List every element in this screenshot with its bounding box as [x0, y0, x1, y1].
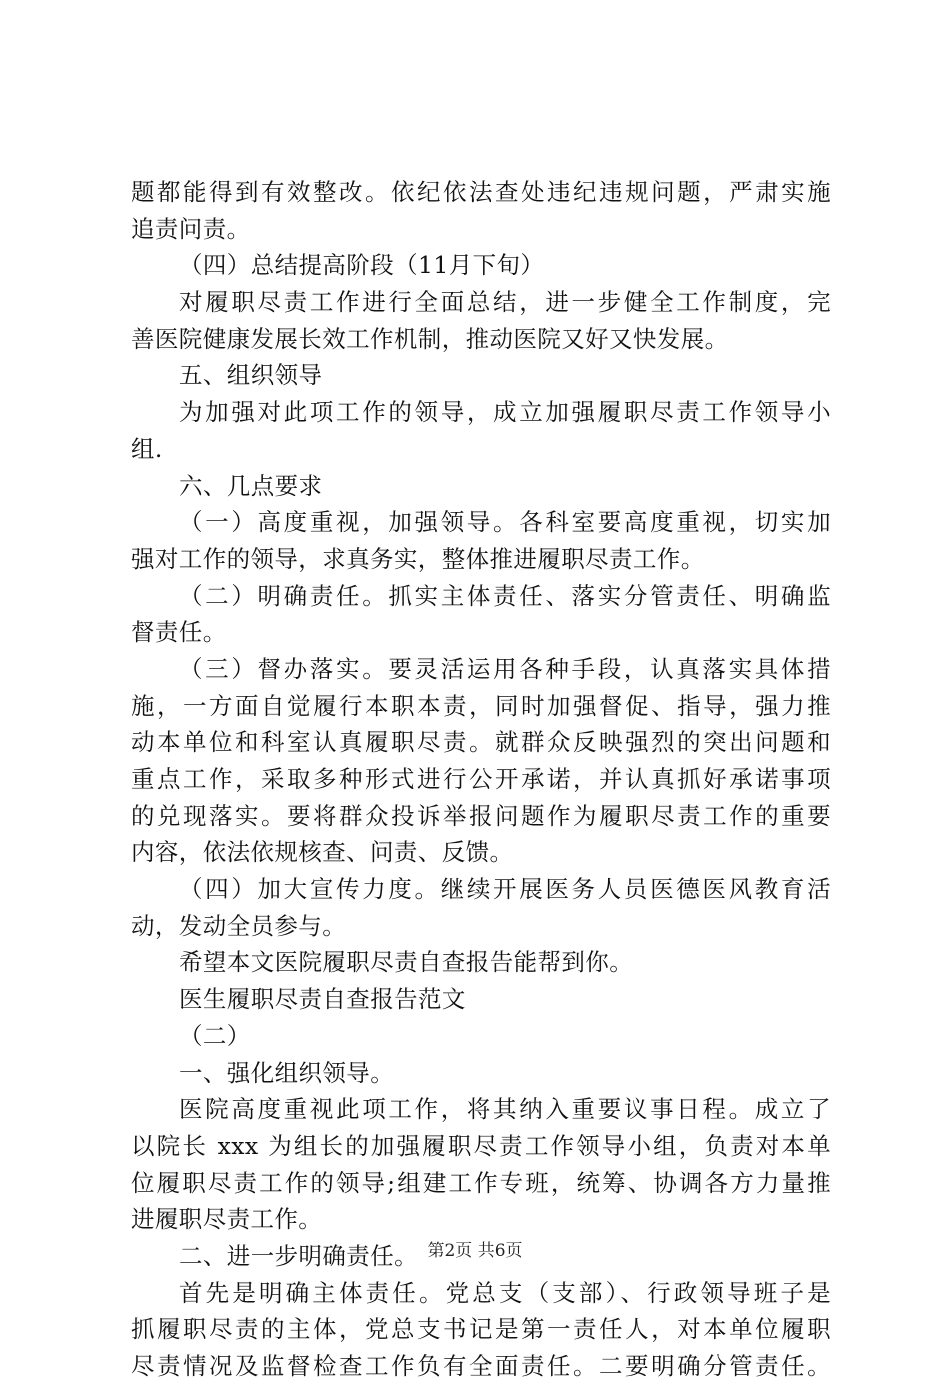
text-line: 二、进一步明确责任。	[179, 1241, 418, 1270]
text-line: 对履职尽责工作进行全面总结，进一步健全工作制度，完	[179, 288, 831, 317]
text-line: （四）总结提高阶段（11月下旬）	[179, 251, 545, 280]
document-body	[131, 174, 831, 1385]
text-line: 追责问责。	[131, 214, 251, 243]
text-line: 施，一方面自觉履行本职本责，同时加强督促、指导，强力推	[131, 691, 831, 720]
text-line: 题都能得到有效整改。依纪依法查处违纪违规问题，严肃实施	[131, 178, 831, 206]
text-line: 组.	[131, 434, 163, 463]
text-line: 六、几点要求	[179, 471, 323, 500]
text-line: 一、强化组织领导。	[179, 1058, 395, 1087]
text-line: 位履职尽责工作的领导;组建工作专班，统筹、协调各方力量推	[131, 1168, 831, 1197]
text-line: 善医院健康发展长效工作机制，推动医院又好又快发展。	[131, 324, 729, 353]
text-line: 希望本文医院履职尽责自查报告能帮到你。	[179, 948, 634, 977]
text-line: 进履职尽责工作。	[131, 1205, 323, 1234]
text-line: 督责任。	[131, 618, 227, 647]
text-line: 五、组织领导	[179, 361, 323, 390]
page-footer: 第2页 共6页	[427, 1241, 523, 1261]
text-line: 强对工作的领导，求真务实，整体推进履职尽责工作。	[131, 544, 705, 573]
text-line: 尽责情况及监督检查工作负有全面责任。二要明确分管责任。	[131, 1352, 831, 1380]
text-line: （三）督办落实。要灵活运用各种手段，认真落实具体措	[179, 654, 831, 683]
text-line: 以院长 xxx 为组长的加强履职尽责工作领导小组，负责对本单	[131, 1131, 831, 1160]
text-line: 医院高度重视此项工作，将其纳入重要议事日程。成立了	[179, 1095, 831, 1124]
text-line: （二）	[179, 1021, 251, 1050]
text-line: 医生履职尽责自查报告范文	[179, 985, 466, 1014]
text-line: 动本单位和科室认真履职尽责。就群众反映强烈的突出问题和	[131, 728, 831, 757]
text-line: 首先是明确主体责任。党总支（支部）、行政领导班子是	[179, 1278, 831, 1307]
text-line: 的兑现落实。要将群众投诉举报问题作为履职尽责工作的重要	[131, 801, 831, 830]
text-line: （四）加大宣传力度。继续开展医务人员医德医风教育活	[179, 875, 831, 904]
text-line: 为加强对此项工作的领导，成立加强履职尽责工作领导小	[179, 398, 831, 427]
text-line: 动，发动全员参与。	[131, 911, 347, 940]
text-line: 抓履职尽责的主体，党总支书记是第一责任人，对本单位履职	[131, 1315, 831, 1344]
text-line: 重点工作，采取多种形式进行公开承诺，并认真抓好承诺事项	[131, 765, 831, 793]
text-line: （二）明确责任。抓实主体责任、落实分管责任、明确监	[179, 581, 831, 610]
text-line: （一）高度重视，加强领导。各科室要高度重视，切实加	[179, 508, 831, 537]
text-line: 内容，依法依规核查、问责、反馈。	[131, 838, 514, 867]
